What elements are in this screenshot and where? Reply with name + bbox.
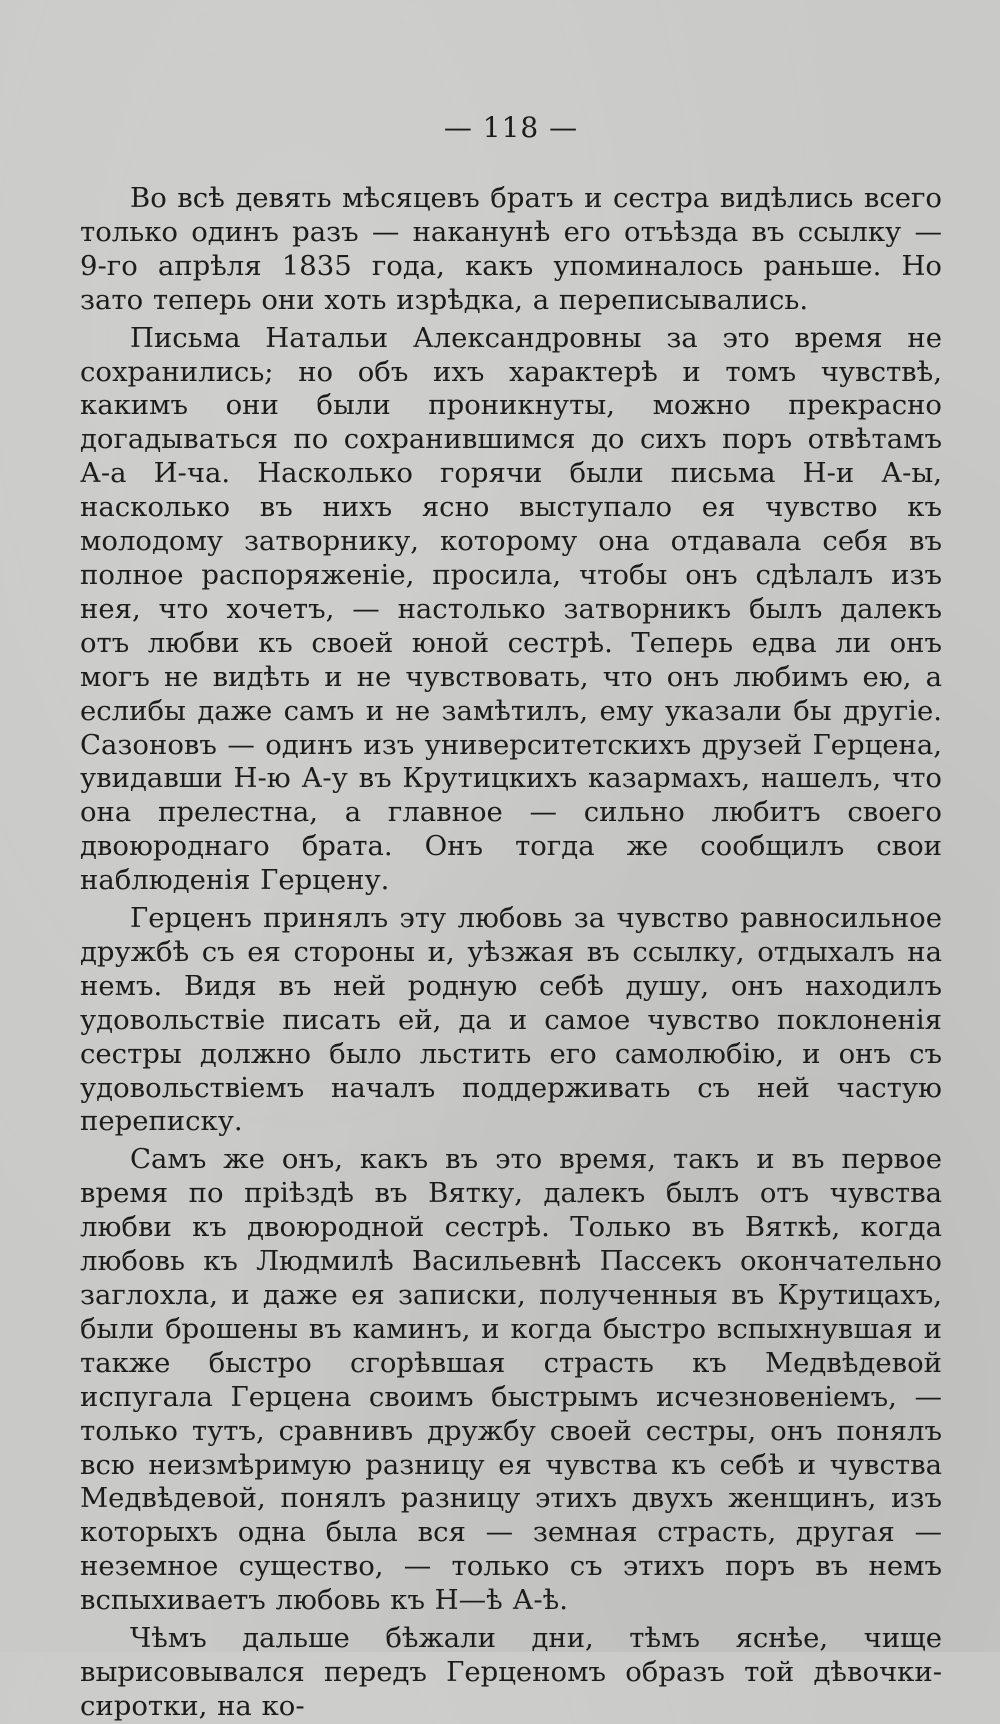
book-page (80, 110, 942, 1722)
page-number: — 118 — (443, 111, 579, 144)
paragraph: Чѣмъ дальше бѣжали дни, тѣмъ яснѣе, чище вырисовывался передъ Герценомъ образъ той дѣвочки-сиротки, на ко- (80, 1622, 942, 1722)
paragraph: Во всѣ девять мѣсяцевъ братъ и сестра видѣлись всего только одинъ разъ — наканунѣ его отъѣзда въ ссылку — 9-го апрѣля 1835 года, какъ упоминалось раньше. Но зато теперь они хоть изрѣдка, а переписывались. (80, 182, 942, 316)
body-text (80, 182, 942, 1724)
paragraph: Письма Натальи Александровны за это время не сохранились; но объ ихъ характерѣ и томъ чувствѣ, какимъ они были проникнуты, можно прекрасно догадываться по сохранившимся до сихъ поръ отвѣтамъ А-а И-ча. Насколько горячи были письма Н-и А-ы, насколько въ нихъ ясно выступало ея чувство къ молодому затворнику, которому она отдавала себя въ полное распоряженіе, просила, чтобы онъ сдѣлалъ изъ нея, что хочетъ, — настолько затворникъ былъ далекъ отъ любви къ своей юной сестрѣ. Теперь едва ли онъ могъ не видѣть и не чувствовать, что онъ любимъ ею, а еслибы даже самъ и не замѣтилъ, ему указали бы другіе. Сазоновъ — одинъ изъ университетскихъ друзей Герцена, увидавши Н-ю А-у въ Крутицкихъ казармахъ, нашелъ, что она прелестна, а главное — сильно любитъ своего двоюроднаго брата. Онъ тогда же сообщилъ свои наблюденія Герцену. (80, 321, 942, 897)
paragraph: Герценъ принялъ эту любовь за чувство равносильное дружбѣ съ ея стороны и, уѣзжая въ ссылку, отдыхалъ на немъ. Видя въ ней родную себѣ душу, онъ находилъ удовольствіе писать ей, да и самое чувство поклоненія сестры должно было льстить его самолюбію, и онъ съ удовольствіемъ началъ поддерживать съ ней частую переписку. (80, 902, 942, 1138)
paragraph: Самъ же онъ, какъ въ это время, такъ и въ первое время по пріѣздѣ въ Вятку, далекъ былъ отъ чувства любви къ двоюродной сестрѣ. Только въ Вяткѣ, когда любовь къ Людмилѣ Васильевнѣ Пассекъ окончательно заглохла, и даже ея записки, полученныя въ Крутицахъ, были брошены въ каминъ, и когда быстро вспыхнувшая и также быстро сгорѣвшая страсть къ Медвѣдевой испугала Герцена своимъ быстрымъ исчезновеніемъ, — только тутъ, сравнивъ дружбу своей сестры, онъ понялъ всю неизмѣримую разницу ея чувства къ себѣ и чувства Медвѣдевой, понялъ разницу этихъ двухъ женщинъ, изъ которыхъ одна была вся — земная страсть, другая — неземное существо, — только съ этихъ поръ въ немъ вспыхиваетъ любовь къ Н—ѣ А-ѣ. (80, 1143, 942, 1617)
